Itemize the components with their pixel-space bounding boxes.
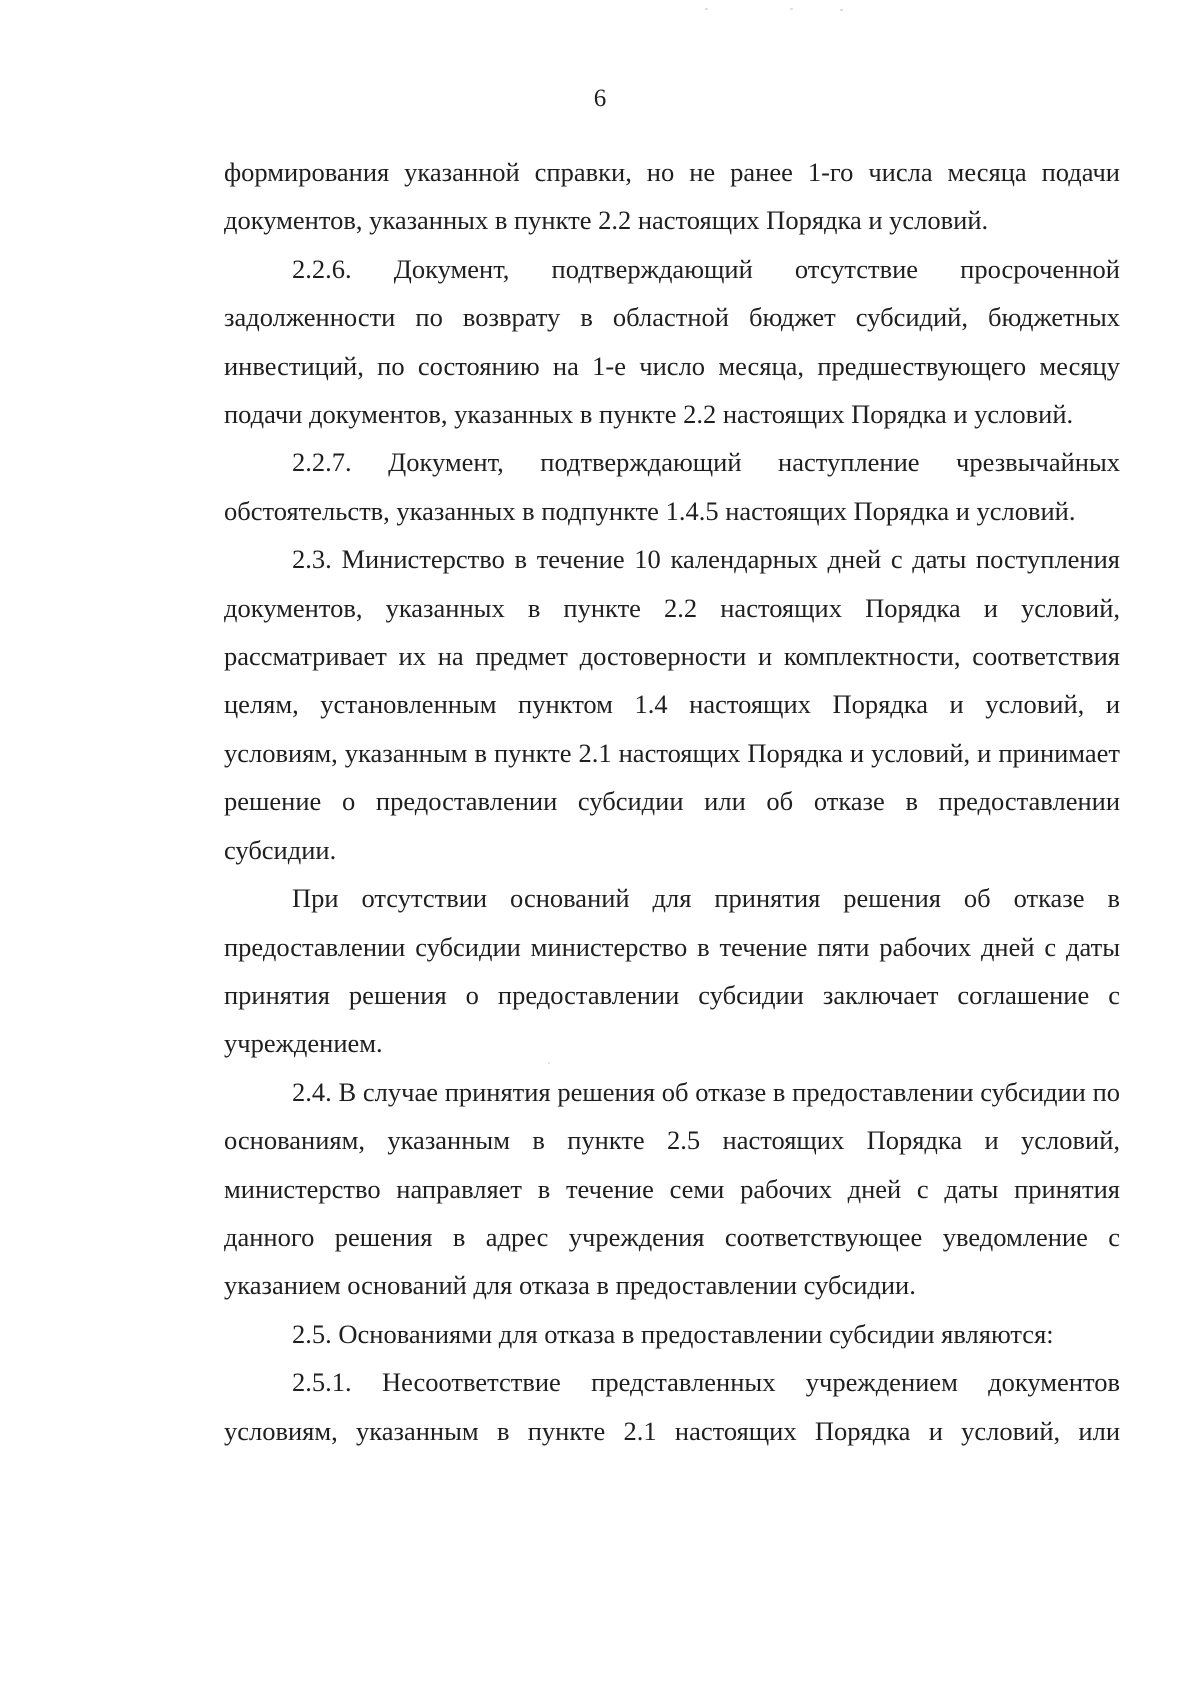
- paragraph-2-3-agreement: При отсутствии оснований для принятия решения об отказе в предоставлении субсидии министерство в течение пяти рабочих дней с даты принятия решения о предоставлении субсидии заключает соглашение с учреждением.: [224, 883, 1120, 1059]
- paragraph-2-5: 2.5. Основаниями для отказа в предоставлении субсидии являются:: [292, 1318, 1054, 1349]
- page-number: 6: [593, 85, 607, 112]
- paragraph-2-5-1: 2.5.1. Несоответствие представленных учреждением документов условиям, указанным в пункте 2.1 настоящих Порядка и условий, или: [224, 1367, 1120, 1446]
- paragraph-2-4: 2.4. В случае принятия решения об отказе в предоставлении субсидии по основаниям, указанным в пункте 2.5 настоящих Порядка и условий, министерство направляет в течение семи рабочих дней с даты принятия данного решения в адрес учреждения соответствующее уведомление с указанием оснований для отказа в предоставлении субсидии.: [224, 1076, 1120, 1301]
- scan-artifact: [548, 1062, 550, 1064]
- scan-artifact: [840, 9, 843, 11]
- document-body: [224, 148, 1120, 1455]
- scan-artifact: [790, 8, 793, 10]
- paragraph-2-2-7: 2.2.7. Документ, подтверждающий наступление чрезвычайных обстоятельств, указанных в подпункте 1.4.5 настоящих Порядка и условий.: [224, 447, 1120, 526]
- paragraph-continuation: формирования указанной справки, но не ранее 1-го числа месяца подачи документов, указанных в пункте 2.2 настоящих Порядка и условий.: [224, 157, 1120, 236]
- paragraph-2-3: 2.3. Министерство в течение 10 календарных дней с даты поступления документов, указанных в пункте 2.2 настоящих Порядка и условий, рассматривает их на предмет достоверности и комплектности, соответствия целям, установленным пунктом 1.4 настоящих Порядка и условий, и условиям, указанным в пункте 2.1 настоящих Порядка и условий, и принимает решение о предоставлении субсидии или об отказе в предоставлении субсидии.: [224, 544, 1120, 865]
- paragraph-2-2-6: 2.2.6. Документ, подтверждающий отсутствие просроченной задолженности по возврату в областной бюджет субсидий, бюджетных инвестиций, по состоянию на 1-е число месяца, предшествующего месяцу подачи документов, указанных в пункте 2.2 настоящих Порядка и условий.: [224, 253, 1120, 430]
- scan-artifact: [705, 8, 708, 10]
